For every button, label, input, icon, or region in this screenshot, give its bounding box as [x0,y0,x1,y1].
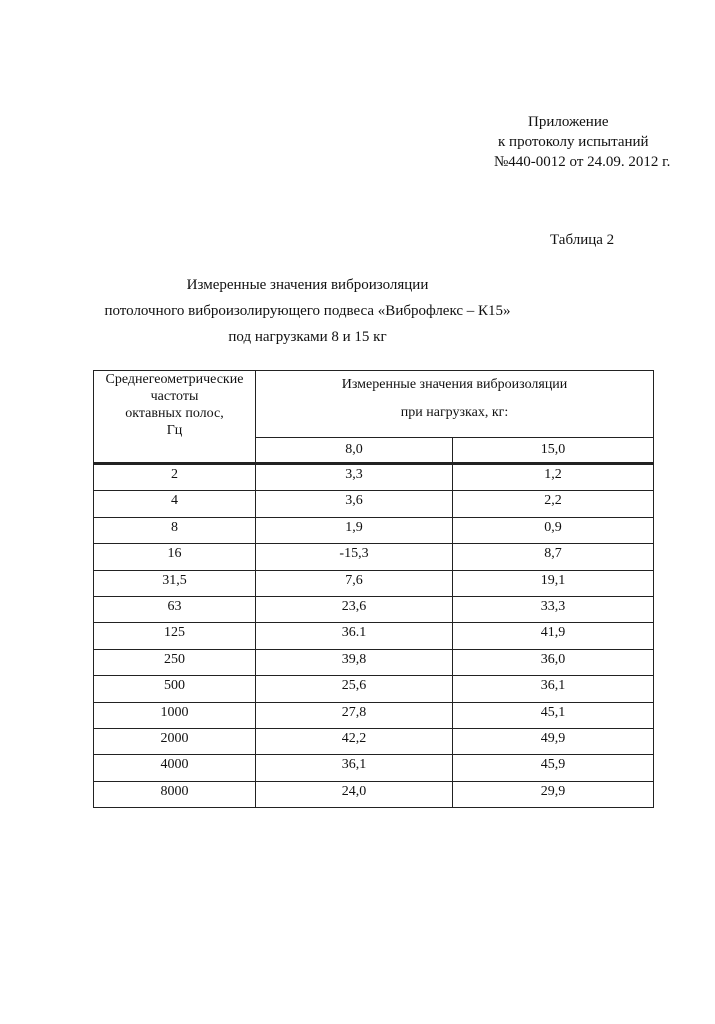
frequency-cell: 1000 [94,702,256,728]
frequency-cell: 125 [94,623,256,649]
value-15kg-cell: 2,2 [453,491,654,517]
value-15kg-cell: 45,1 [453,702,654,728]
table-row [94,676,654,702]
frequency-cell: 63 [94,596,256,622]
freq-header-line: частоты [150,389,199,404]
protocol-number-date: №440-0012 от 24.09. 2012 г. [494,154,671,170]
frequency-cell: 8000 [94,781,256,807]
frequency-cell: 16 [94,544,256,570]
table-row [94,517,654,543]
load-header-8: 8,0 [256,438,453,464]
load-header-15: 15,0 [453,438,654,464]
frequency-cell: 250 [94,649,256,675]
value-8kg-cell: 36.1 [256,623,453,649]
value-15kg-cell: 41,9 [453,623,654,649]
frequency-cell: 500 [94,676,256,702]
value-8kg-cell: 27,8 [256,702,453,728]
title-line-1: Измеренные значения виброизоляции [186,277,429,293]
group-header-line: при нагрузках, кг: [400,405,509,420]
value-15kg-cell: 36,0 [453,649,654,675]
table-row [94,623,654,649]
table-body [94,464,654,808]
table-row [94,649,654,675]
title-line-2: потолочного виброизолирующего подвеса «Виброфлекс – К15» [104,303,511,319]
value-15kg-cell: 29,9 [453,781,654,807]
title-line-3: под нагрузками 8 и 15 кг [228,329,387,345]
table-title [0,272,715,350]
frequency-cell: 31,5 [94,570,256,596]
frequency-cell: 2000 [94,728,256,754]
group-header-line: Измеренные значения виброизоляции [341,377,568,392]
value-8kg-cell: 3,3 [256,464,453,491]
value-8kg-cell: 42,2 [256,728,453,754]
table-row [94,464,654,491]
frequency-cell: 4 [94,491,256,517]
table-row [94,570,654,596]
value-15kg-cell: 36,1 [453,676,654,702]
frequency-cell: 2 [94,464,256,491]
value-8kg-cell: 25,6 [256,676,453,702]
value-8kg-cell: -15,3 [256,544,453,570]
value-8kg-cell: 24,0 [256,781,453,807]
table-row [94,755,654,781]
value-15kg-cell: 45,9 [453,755,654,781]
frequency-cell: 4000 [94,755,256,781]
table-row [94,544,654,570]
frequency-column-header [94,371,256,464]
table-row [94,728,654,754]
value-8kg-cell: 23,6 [256,596,453,622]
table-row [94,781,654,807]
value-8kg-cell: 7,6 [256,570,453,596]
appendix-header [494,112,670,172]
vibration-isolation-table [93,370,654,808]
value-15kg-cell: 8,7 [453,544,654,570]
frequency-cell: 8 [94,517,256,543]
value-8kg-cell: 3,6 [256,491,453,517]
value-15kg-cell: 19,1 [453,570,654,596]
protocol-reference: к протоколу испытаний [498,134,649,150]
appendix-label: Приложение [528,114,609,130]
table-number: Таблица 2 [550,232,615,248]
freq-header-line: Среднегеометрические [105,372,244,387]
value-15kg-cell: 49,9 [453,728,654,754]
value-8kg-cell: 1,9 [256,517,453,543]
value-15kg-cell: 33,3 [453,596,654,622]
table-row [94,702,654,728]
value-15kg-cell: 0,9 [453,517,654,543]
value-8kg-cell: 36,1 [256,755,453,781]
freq-header-line: октавных полос, [125,406,224,421]
table-row [94,596,654,622]
freq-header-line: Гц [166,423,183,438]
measured-values-header [256,371,654,438]
value-15kg-cell: 1,2 [453,464,654,491]
table-row [94,491,654,517]
value-8kg-cell: 39,8 [256,649,453,675]
